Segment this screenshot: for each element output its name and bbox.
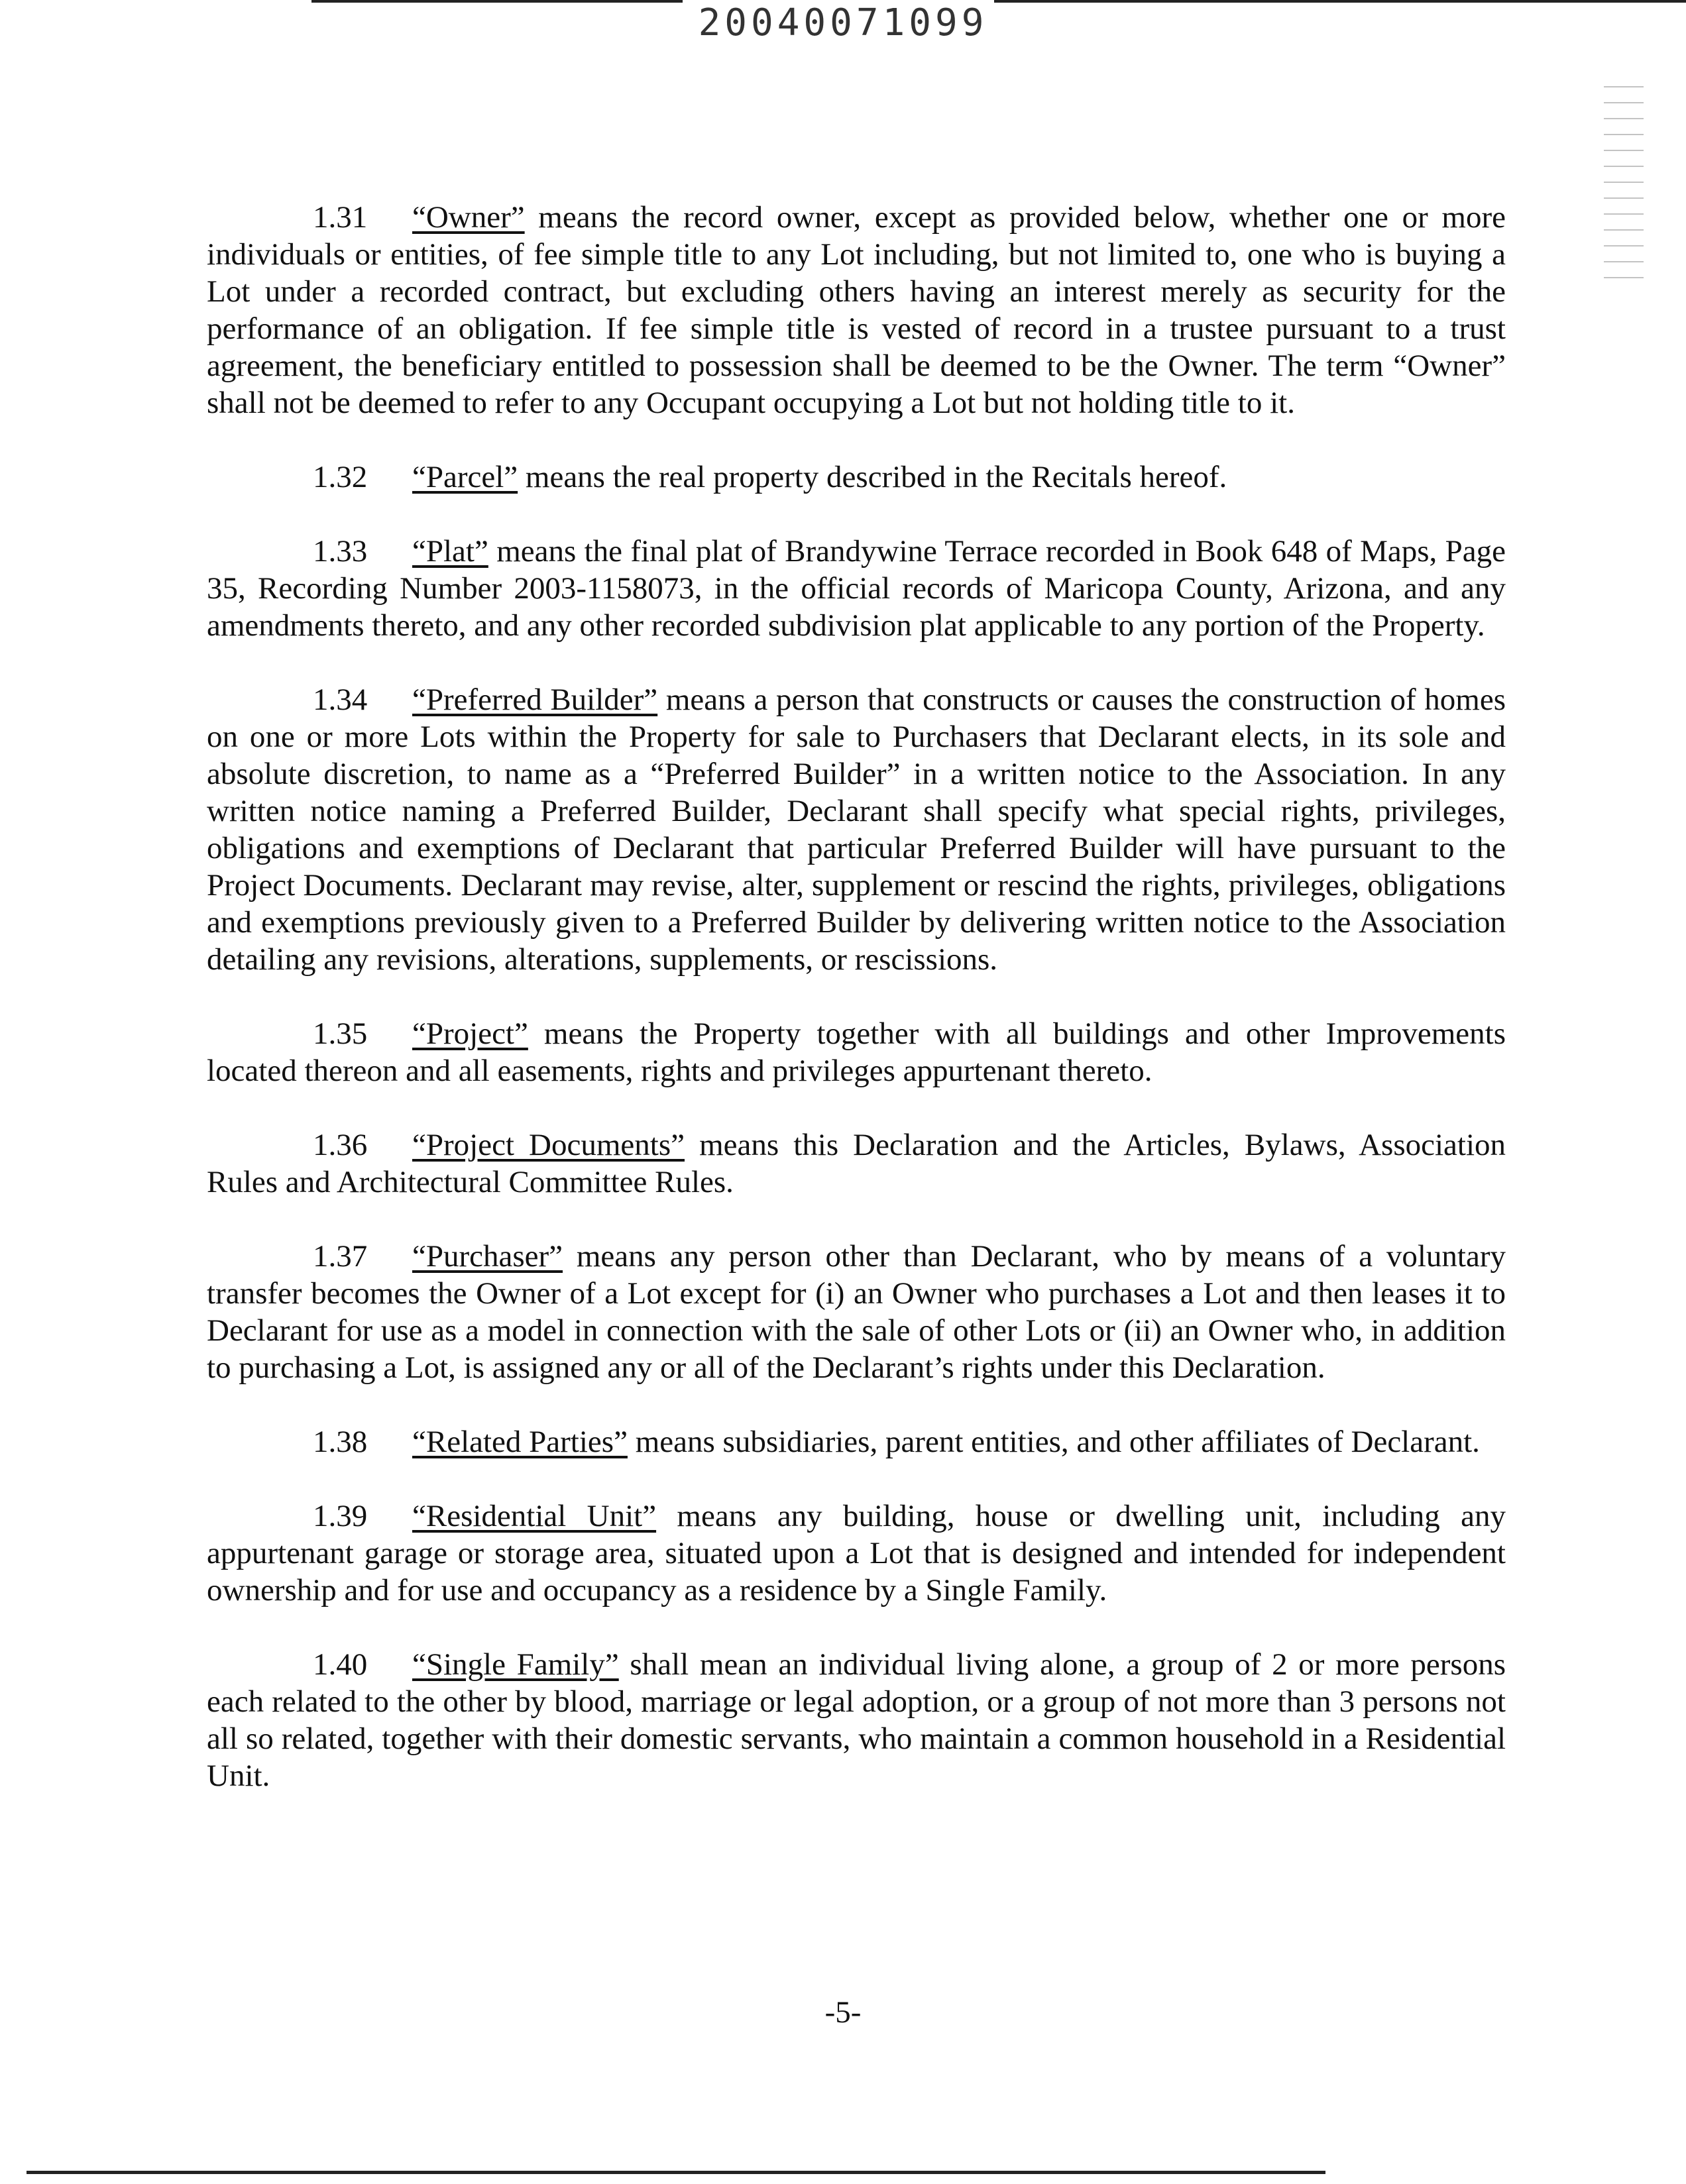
defined-term: “Single Family” xyxy=(412,1647,619,1682)
defined-term: “Related Parties” xyxy=(412,1425,628,1459)
section-1-39 xyxy=(207,1498,1506,1609)
defined-term: “Parcel” xyxy=(412,460,518,494)
document-body xyxy=(207,199,1506,1831)
section-number: 1.36 xyxy=(313,1128,368,1162)
section-1-33 xyxy=(207,533,1506,644)
defined-term: “Project” xyxy=(412,1016,528,1051)
section-number: 1.31 xyxy=(313,200,368,235)
definition-text: means the record owner, except as provided below, whether one or more individuals or entities, of fee simple title to any Lot including, but not limited to, one who is buying a Lot under a recorded contract, but excluding others having an interest merely as security for the performance of an obligation. If fee simple title is vested of record in a trustee pursuant to a trust agreement, the beneficiary entitled to possession shall be deemed to be the Owner. The term “Owner” shall not be deemed to refer to any Occupant occupying a Lot but not holding title to it. xyxy=(207,200,1506,420)
definition-text: means a person that constructs or causes the construction of homes on one or more Lots within the Property for sale to Purchasers that Declarant elects, in its sole and absolute discretion, to name as a “Preferred Builder” in a written notice to the Association. In any written notice naming a Preferred Builder, Declarant shall specify what special rights, privileges, obligations and exemptions of Declarant that particular Preferred Builder will have pursuant to the Project Documents. Declarant may revise, alter, supplement or rescind the rights, privileges, obligations and exemptions previously given to a Preferred Builder by delivering written notice to the Association detailing any revisions, alterations, supplements, or rescissions. xyxy=(207,682,1506,977)
section-1-32 xyxy=(207,459,1506,496)
section-1-31 xyxy=(207,199,1506,421)
defined-term: “Plat” xyxy=(412,534,488,569)
definition-text: shall mean an individual living alone, a group of 2 or more persons each related to the other by blood, marriage or legal adoption, or a group of not more than 3 persons not all so related, together with their domestic servants, who maintain a common household in a Residential Unit. xyxy=(207,1647,1506,1793)
page-number: -5- xyxy=(824,1995,862,2030)
definition-text: means the Property together with all buildings and other Improvements located thereon and all easements, rights and privileges appurtenant thereto. xyxy=(207,1016,1506,1088)
section-number: 1.39 xyxy=(313,1499,368,1533)
recording-stamp-marks xyxy=(1604,86,1644,285)
definition-text: means the final plat of Brandywine Terrace recorded in Book 648 of Maps, Page 35, Recording Number 2003-1158073, in the official records of Maricopa County, Arizona, and any amendments thereto, and any other recorded subdivision plat applicable to any portion of the Property. xyxy=(207,534,1506,643)
bottom-rule xyxy=(27,2171,1325,2174)
section-1-35 xyxy=(207,1015,1506,1089)
recording-number: 20040071099 xyxy=(698,1,988,44)
section-number: 1.40 xyxy=(313,1647,368,1682)
defined-term: “Preferred Builder” xyxy=(412,682,658,717)
definition-text: means this Declaration and the Articles, Bylaws, Association Rules and Architectural Committee Rules. xyxy=(207,1128,1506,1199)
definition-text: means subsidiaries, parent entities, and other affiliates of Declarant. xyxy=(627,1425,1480,1459)
section-1-37 xyxy=(207,1238,1506,1386)
section-1-36 xyxy=(207,1126,1506,1201)
section-number: 1.38 xyxy=(313,1425,368,1459)
section-number: 1.33 xyxy=(313,534,368,569)
section-number: 1.35 xyxy=(313,1016,368,1051)
definition-text: means any person other than Declarant, who by means of a voluntary transfer becomes the Owner of a Lot except for (i) an Owner who purchases a Lot and then leases it to Declarant for use as a model in connection with the sale of other Lots or (ii) an Owner who, in addition to purchasing a Lot, is assigned any or all of the Declarant’s rights under this Declaration. xyxy=(207,1239,1506,1385)
defined-term: “Project Documents” xyxy=(412,1128,685,1162)
definition-text: means the real property described in the Recitals hereof. xyxy=(518,460,1227,494)
section-1-40 xyxy=(207,1646,1506,1794)
section-1-38 xyxy=(207,1423,1506,1460)
defined-term: “Purchaser” xyxy=(412,1239,563,1274)
section-number: 1.32 xyxy=(313,460,368,494)
definition-text: means any building, house or dwelling unit, including any appurtenant garage or storage area, situated upon a Lot that is designed and intended for independent ownership and for use and occupancy as a residence by a Single Family. xyxy=(207,1499,1506,1608)
defined-term: “Residential Unit” xyxy=(412,1499,657,1533)
defined-term: “Owner” xyxy=(412,200,525,235)
section-number: 1.37 xyxy=(313,1239,368,1274)
section-number: 1.34 xyxy=(313,682,368,717)
section-1-34 xyxy=(207,681,1506,978)
